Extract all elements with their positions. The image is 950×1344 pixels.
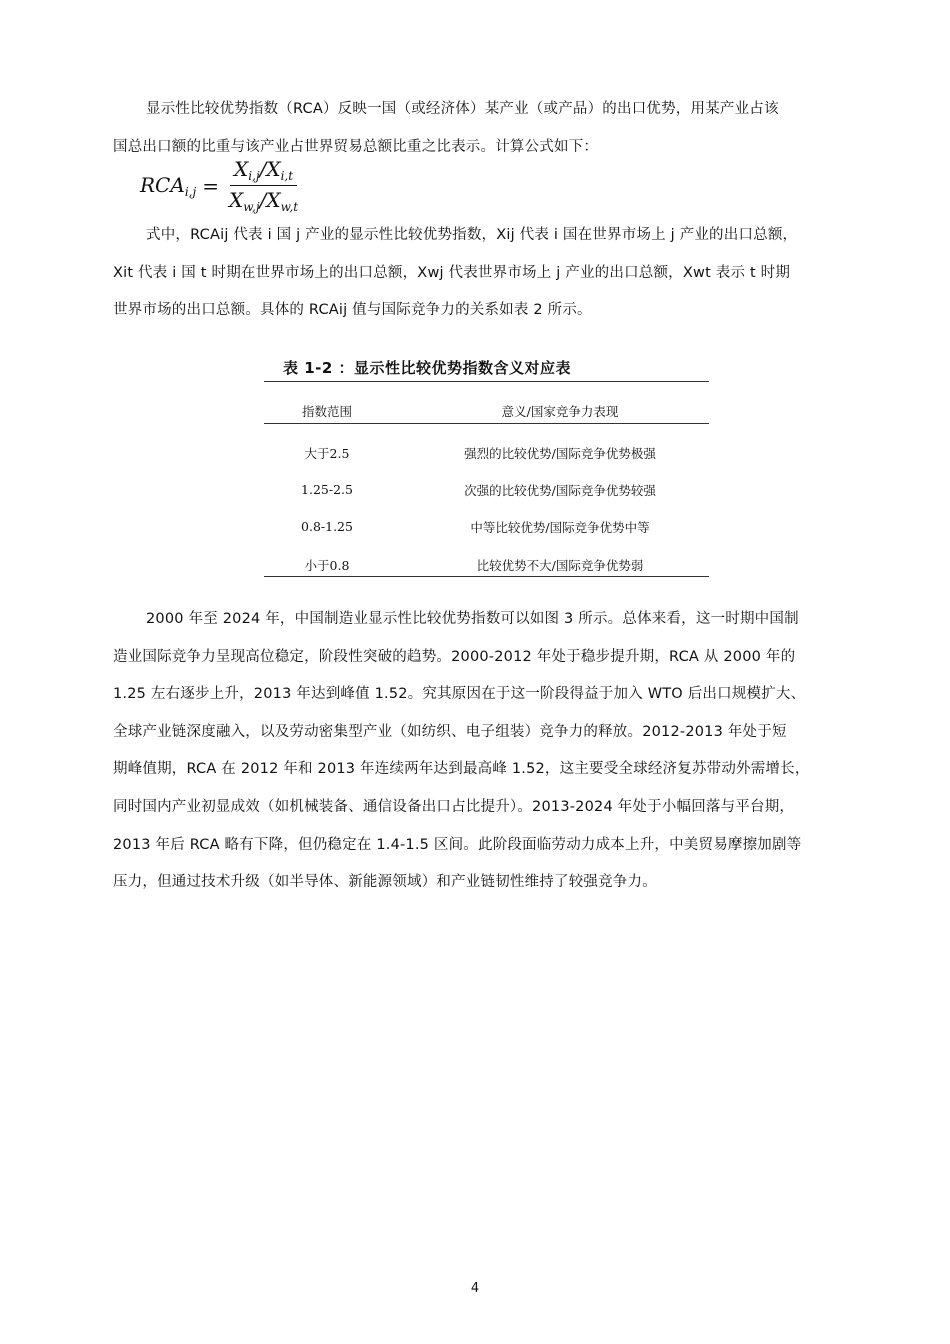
- table-cell-range: 1.25-2.5: [301, 482, 353, 497]
- formula-denominator: $X_{w,j}/X_{w,t}$: [228, 188, 299, 214]
- text-line: 2000 年至 2024 年，中国制造业显示性比较优势指数可以如图 3 所示。总体来看，这一时期中国制: [146, 611, 799, 627]
- text-line: 2013 年后 RCA 略有下降，但仍稳定在 1.4-1.5 区间。此阶段面临劳动力成本上升，中美贸易摩擦加剧等: [113, 836, 802, 853]
- paragraph-trend-analysis: [113, 601, 860, 902]
- formula-equals: =: [202, 173, 219, 198]
- text-line: 造业国际竞争力呈现高位稳定，阶段性突破的趋势。2000-2012 年处于稳步提升期，RCA 从 2000 年的: [113, 648, 796, 665]
- formula-lhs: $RCA_{i,j}$: [140, 172, 197, 199]
- text-line: 1.25 左右逐步上升，2013 年达到峰值 1.52。究其原因在于这一阶段得益于加入 WTO 后出口规模扩大、: [113, 686, 806, 703]
- table-cell-meaning: 强烈的比较优势/国际竞争优势极强: [464, 446, 656, 461]
- table-header-rule: [264, 423, 709, 424]
- table-cell-range: 小于0.8: [304, 558, 350, 573]
- table-bottom-rule: [264, 576, 709, 577]
- text-line: 全球产业链深度融入，以及劳动密集型产业（如纺织、电子组装）竞争力的释放。2012-2013 年处于短: [113, 723, 787, 740]
- text-line: 期峰值期，RCA 在 2012 年和 2013 年连续两年达到最高峰 1.52，这主要受全球经济复苏带动外需增长，: [113, 761, 810, 778]
- table-header-meaning: 意义/国家竞争力表现: [501, 404, 619, 419]
- paragraph-rca-definition: [113, 91, 860, 166]
- text-line: 同时国内产业初显成效（如机械装备、通信设备出口占比提升）。2013-2024 年处于小幅回落与平台期，: [113, 798, 795, 815]
- table-cell-range: 大于2.5: [304, 446, 350, 461]
- text-line: 式中，RCAij 代表 i 国 j 产业的显示性比较优势指数，Xij 代表 i 国在世界市场上 j 产业的出口总额，: [146, 227, 798, 243]
- table-cell-meaning: 中等比较优势/国际竞争优势中等: [470, 520, 650, 535]
- table-header-range: 指数范围: [301, 404, 353, 419]
- table-caption: 表 1-2 ：显示性比较优势指数含义对应表: [283, 359, 572, 377]
- rca-formula: [140, 157, 302, 214]
- text-line: 压力，但通过技术升级（如半导体、新能源领域）和产业链韧性维持了较强竞争力。: [113, 874, 657, 891]
- table-cell-range: 0.8-1.25: [301, 519, 353, 534]
- page-number: 4: [470, 1281, 480, 1296]
- formula-fraction: [225, 157, 302, 214]
- table-cell-meaning: 比较优势不大/国际竞争优势弱: [476, 558, 644, 573]
- table-cell-meaning: 次强的比较优势/国际竞争优势较强: [464, 483, 656, 498]
- table-top-rule: [264, 381, 709, 382]
- paragraph-formula-explanation: [113, 217, 860, 330]
- text-line: 世界市场的出口总额。具体的 RCAij 值与国际竞争力的关系如表 2 所示。: [113, 302, 592, 319]
- text-line: Xit 代表 i 国 t 时期在世界市场上的出口总额，Xwj 代表世界市场上 j 产业的出口总额，Xwt 表示 t 时期: [113, 264, 791, 281]
- text-line: 国总出口额的比重与该产业占世界贸易总额比重之比表示。计算公式如下：: [113, 138, 599, 155]
- formula-numerator: $X_{i,j}/X_{i,t}$: [230, 157, 297, 186]
- text-line: 显示性比较优势指数（RCA）反映一国（或经济体）某产业（或产品）的出口优势，用某产业占该: [146, 101, 779, 117]
